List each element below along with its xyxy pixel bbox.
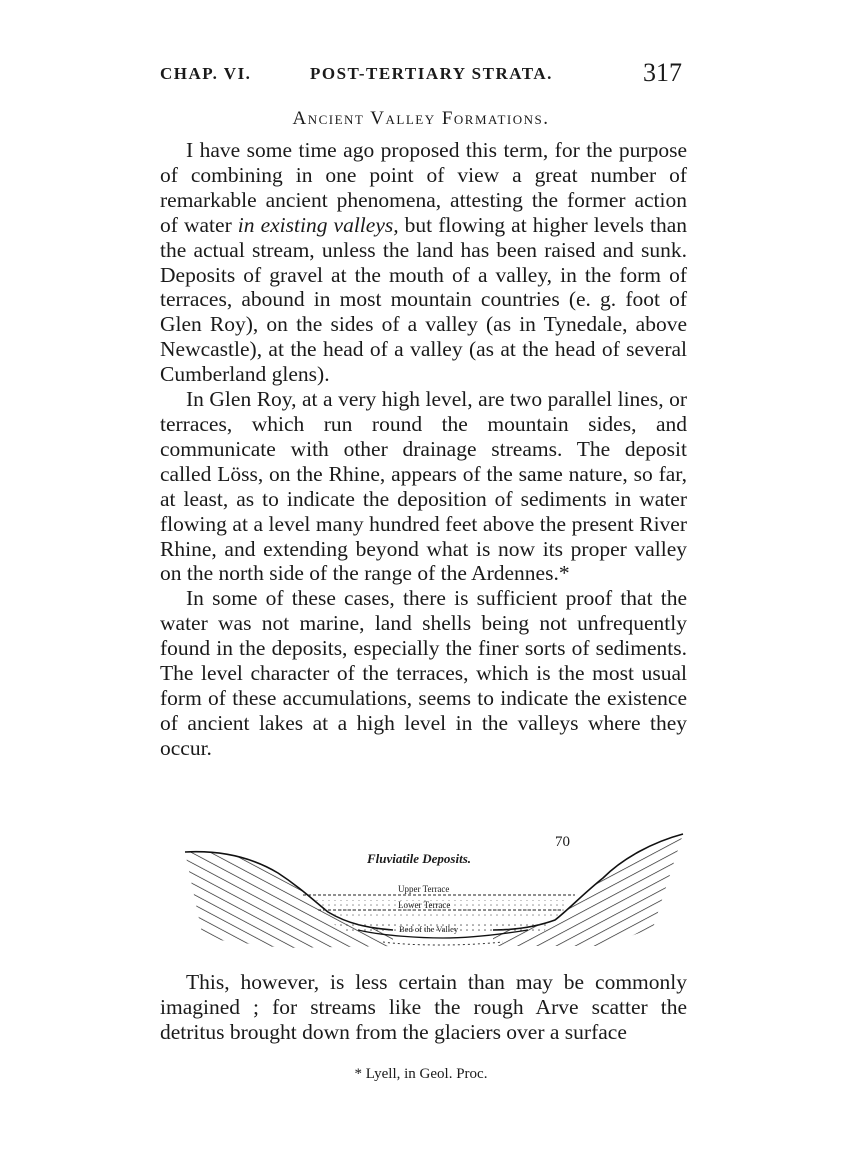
paragraph-3: In some of these cases, there is sufficient proof that the water was not marine, land shells being not unfrequently found in the deposits, especially the finer sorts of sediments. The level character of the terraces, which is the most usual form of these accumulations, seems to indicate the existence of ancient lakes at a high level in the valleys where they occur. — [160, 586, 687, 760]
paragraph-1-italic: in existing valleys, — [237, 212, 399, 237]
paragraph-1-text: I have some time ago proposed this term, for the purpose of combining in one point of view a great number of remarkable ancient phenomena, attesting the former action of water — [160, 138, 687, 237]
valley-bed-label: Bed of the Valley — [399, 924, 459, 934]
running-title: POST-TERTIARY STRATA. — [310, 64, 553, 83]
continuation-text — [160, 970, 687, 1045]
paragraph-1 — [160, 138, 687, 387]
figure-caption: Fluviatile Deposits. — [367, 851, 471, 866]
lower-terrace-label: Lower Terrace — [398, 900, 451, 910]
section-title: Ancient Valley Formations. — [292, 108, 550, 129]
paragraph-4: This, however, is less certain than may be commonly imagined ; for streams like the rough Arve scatter the detritus brought down from the glaciers over a surface — [160, 970, 687, 1044]
upper-terrace-label: Upper Terrace — [398, 884, 450, 894]
page-number: 317 — [643, 58, 682, 87]
paragraph-1-text-end: but flowing at higher levels than the actual stream, unless the land has been raised and sunk. Deposits of gravel at the mouth of a valley, in the form of terraces, abound in most mountain countries (e. g. foot of Glen Roy), on the sides of a valley (as in Tynedale, above Newcastle), at the head of a valley (as at the head of several Cumberland glens). — [160, 212, 687, 387]
running-head — [160, 60, 682, 90]
paragraph-2: In Glen Roy, at a very high level, are two parallel lines, or terraces, which run round the mountain sides, and communicate with other drainage streams. The deposit called Löss, on the Rhine, appears of the same nature, so far, at least, as to indicate the deposition of sediments in water flowing at a level many hundred feet above the present River Rhine, and extending beyond what is now its proper valley on the north side of the range of the Ardennes.* — [160, 387, 687, 586]
valley-cross-section-diagram — [183, 828, 689, 956]
figure-fluviatile-deposits — [183, 828, 689, 956]
body-text — [160, 138, 687, 761]
chapter-label: CHAP. VI. — [160, 64, 252, 83]
footnote: * Lyell, in Geol. Proc. — [354, 1066, 488, 1082]
figure-number: 70 — [555, 834, 570, 850]
